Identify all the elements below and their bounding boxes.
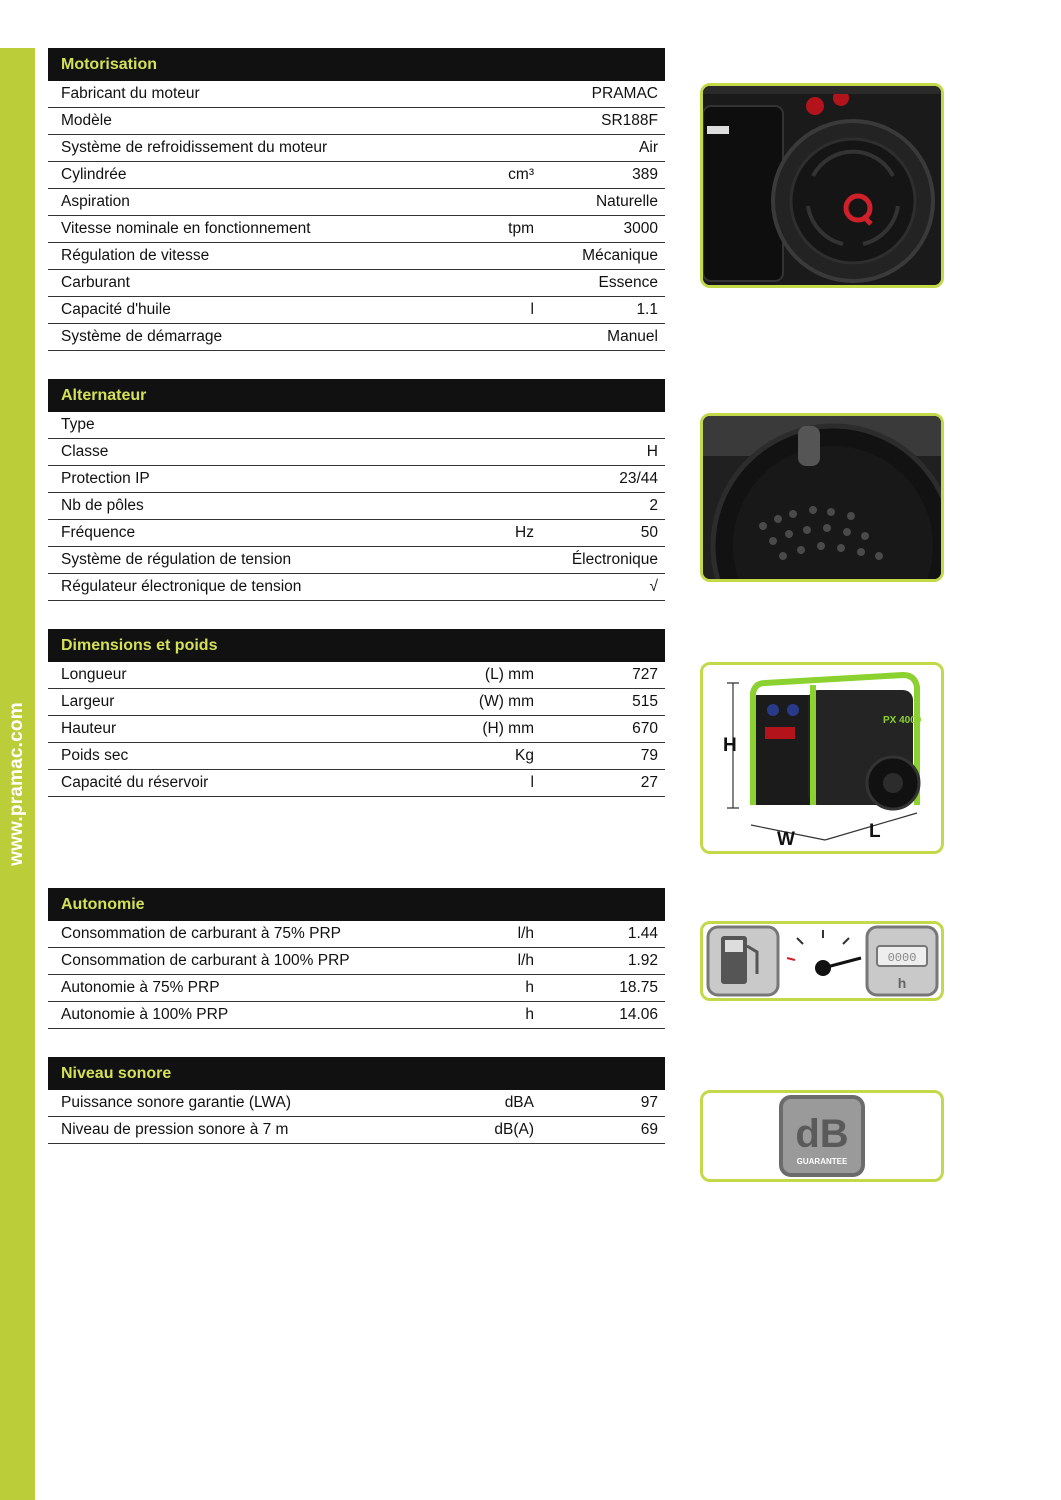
spec-row bbox=[48, 135, 665, 162]
row-label: Aspiration bbox=[61, 193, 130, 210]
row-label: Longueur bbox=[61, 666, 127, 683]
section-title: Motorisation bbox=[48, 48, 665, 81]
row-value: H bbox=[646, 443, 658, 460]
row-unit: dB(A) bbox=[494, 1121, 534, 1138]
counter-display: 0000 bbox=[887, 951, 917, 965]
spec-row bbox=[48, 921, 665, 948]
row-value: 79 bbox=[640, 747, 658, 764]
spec-row bbox=[48, 189, 665, 216]
row-label: Cylindrée bbox=[61, 166, 127, 183]
row-label: Puissance sonore garantie (LWA) bbox=[61, 1094, 292, 1111]
row-unit: h bbox=[525, 979, 534, 996]
spec-row bbox=[48, 493, 665, 520]
spec-row bbox=[48, 662, 665, 689]
row-unit: cm³ bbox=[508, 166, 534, 183]
row-unit: l/h bbox=[517, 952, 534, 969]
spec-row bbox=[48, 547, 665, 574]
spec-row bbox=[48, 216, 665, 243]
height-label: H bbox=[723, 735, 737, 756]
section-alternateur bbox=[48, 379, 665, 601]
row-value: 3000 bbox=[623, 220, 658, 237]
spec-row bbox=[48, 439, 665, 466]
spec-row bbox=[48, 770, 665, 797]
engine-photo bbox=[700, 83, 944, 288]
row-label: Capacité d'huile bbox=[61, 301, 171, 318]
row-unit: h bbox=[525, 1006, 534, 1023]
row-value: 14.06 bbox=[619, 1006, 658, 1023]
section-title: Alternateur bbox=[48, 379, 665, 412]
row-label: Poids sec bbox=[61, 747, 129, 764]
length-label: L bbox=[869, 821, 881, 842]
row-unit: (L) mm bbox=[484, 666, 534, 683]
row-label: Modèle bbox=[61, 112, 112, 129]
row-value: √ bbox=[649, 578, 658, 595]
spec-row bbox=[48, 1117, 665, 1144]
section-title: Dimensions et poids bbox=[48, 629, 665, 662]
row-label: Régulateur électronique de tension bbox=[61, 578, 302, 595]
sidebar-stripe bbox=[0, 48, 35, 1500]
row-value: 727 bbox=[632, 666, 658, 683]
spec-row bbox=[48, 1002, 665, 1029]
row-unit: (W) mm bbox=[478, 693, 534, 710]
row-value: Essence bbox=[598, 274, 658, 291]
row-value: Manuel bbox=[607, 328, 658, 345]
width-label: W bbox=[777, 829, 795, 850]
row-value: 2 bbox=[649, 497, 658, 514]
row-value: 69 bbox=[640, 1121, 658, 1138]
row-label: Largeur bbox=[61, 693, 115, 710]
row-label: Protection IP bbox=[61, 470, 150, 487]
row-label: Fabricant du moteur bbox=[61, 85, 200, 102]
section-title: Autonomie bbox=[48, 888, 665, 921]
section-title: Niveau sonore bbox=[48, 1057, 665, 1090]
row-value: 1.92 bbox=[627, 952, 658, 969]
row-label: Fréquence bbox=[61, 524, 136, 541]
spec-row bbox=[48, 297, 665, 324]
row-value: Électronique bbox=[571, 551, 658, 568]
spec-row bbox=[48, 716, 665, 743]
db-label: dB bbox=[795, 1112, 849, 1156]
guarantee-label: GUARANTEE bbox=[796, 1157, 848, 1166]
spec-row bbox=[48, 243, 665, 270]
row-label: Capacité du réservoir bbox=[61, 774, 209, 791]
spec-row bbox=[48, 520, 665, 547]
row-value: 1.44 bbox=[627, 925, 658, 942]
row-value: 515 bbox=[632, 693, 658, 710]
row-value: 23/44 bbox=[619, 470, 658, 487]
spec-row bbox=[48, 466, 665, 493]
row-value: 389 bbox=[632, 166, 658, 183]
row-value: 97 bbox=[640, 1094, 658, 1111]
row-label: Système de régulation de tension bbox=[61, 551, 292, 568]
row-value: 670 bbox=[632, 720, 658, 737]
spec-row bbox=[48, 162, 665, 189]
row-unit: l/h bbox=[517, 925, 534, 942]
row-value: Naturelle bbox=[595, 193, 658, 210]
spec-row bbox=[48, 574, 665, 601]
row-label: Autonomie à 100% PRP bbox=[61, 1006, 229, 1023]
spec-row bbox=[48, 81, 665, 108]
spec-row bbox=[48, 324, 665, 351]
section-dimensions bbox=[48, 629, 665, 797]
row-value: 27 bbox=[640, 774, 658, 791]
dimensions-diagram bbox=[700, 662, 944, 854]
row-unit: (H) mm bbox=[482, 720, 534, 737]
row-unit: Kg bbox=[515, 747, 534, 764]
row-value: 50 bbox=[640, 524, 658, 541]
row-unit: tpm bbox=[508, 220, 534, 237]
row-unit: l bbox=[530, 774, 534, 791]
row-label: Système de démarrage bbox=[61, 328, 223, 345]
row-label: Niveau de pression sonore à 7 m bbox=[61, 1121, 289, 1138]
model-label: PX 4000 bbox=[883, 715, 922, 726]
spec-row bbox=[48, 689, 665, 716]
row-label: Carburant bbox=[61, 274, 130, 291]
row-value: 18.75 bbox=[619, 979, 658, 996]
engine-illustration bbox=[703, 86, 941, 285]
spec-row bbox=[48, 948, 665, 975]
row-label: Système de refroidissement du moteur bbox=[61, 139, 328, 156]
fuel-gauge-illustration bbox=[703, 924, 941, 998]
row-label: Autonomie à 75% PRP bbox=[61, 979, 220, 996]
row-value: PRAMAC bbox=[591, 85, 658, 102]
db-guarantee-illustration bbox=[703, 1093, 941, 1179]
row-label: Consommation de carburant à 75% PRP bbox=[61, 925, 342, 942]
section-motorisation bbox=[48, 48, 665, 351]
row-unit: dBA bbox=[504, 1094, 534, 1111]
row-label: Nb de pôles bbox=[61, 497, 144, 514]
row-value: Mécanique bbox=[582, 247, 658, 264]
spec-row bbox=[48, 743, 665, 770]
row-unit: Hz bbox=[515, 524, 534, 541]
row-label: Hauteur bbox=[61, 720, 117, 737]
row-label: Consommation de carburant à 100% PRP bbox=[61, 952, 350, 969]
row-label: Classe bbox=[61, 443, 109, 460]
spec-row bbox=[48, 412, 665, 439]
row-label: Vitesse nominale en fonctionnement bbox=[61, 220, 311, 237]
row-unit: l bbox=[530, 301, 534, 318]
website-url: www.pramac.com bbox=[6, 702, 27, 866]
spec-row bbox=[48, 975, 665, 1002]
spec-row bbox=[48, 270, 665, 297]
generator-dimensions-illustration bbox=[703, 665, 941, 851]
autonomy-icons bbox=[700, 921, 944, 1001]
section-autonomie bbox=[48, 888, 665, 1029]
alternator-illustration bbox=[703, 416, 941, 579]
row-label: Type bbox=[61, 416, 95, 433]
section-niveau-sonore bbox=[48, 1057, 665, 1144]
row-value: SR188F bbox=[601, 112, 658, 129]
alternator-photo bbox=[700, 413, 944, 582]
spec-row bbox=[48, 1090, 665, 1117]
row-label: Régulation de vitesse bbox=[61, 247, 210, 264]
row-value: Air bbox=[639, 139, 658, 156]
db-guarantee-badge bbox=[700, 1090, 944, 1182]
row-value: 1.1 bbox=[636, 301, 658, 318]
hour-unit-label: h bbox=[897, 975, 907, 991]
spec-row bbox=[48, 108, 665, 135]
